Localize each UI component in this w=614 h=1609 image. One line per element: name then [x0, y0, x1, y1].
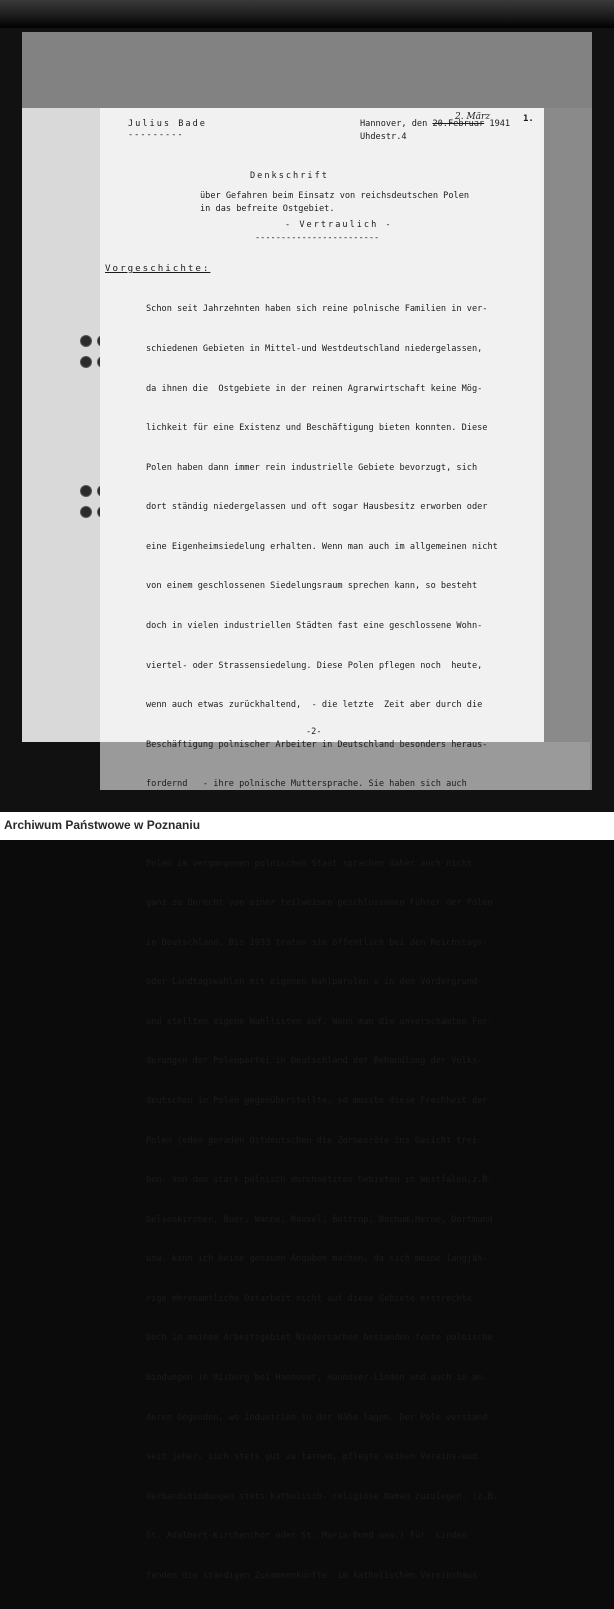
text-line: Verbandsbindungen stets katholisch- religiöse Namen zuzulegen. (z.B. [146, 1491, 498, 1502]
text-line: wenn auch etwas zurückhaltend, - die letzte Zeit aber durch die [146, 700, 483, 711]
text-line: dort ständig niedergelassen und oft sogar Hausbesitz erworben oder [146, 502, 488, 513]
text-line: derungen der Polenpartei in Deutschland der Behandlung der Volks- [146, 1056, 483, 1067]
text-line: fanden die ständigen Zusammenkünfte im katholischen Vereinshaus [146, 1570, 478, 1581]
text-line: Polen jeden geraden Ostdeutschen die Zornesröte ins Gesicht trei- [146, 1135, 483, 1146]
handwritten-date: 2. März [455, 112, 491, 122]
archive-label: Archiwum Państwowe w Poznaniu [4, 818, 201, 832]
section-heading: Vorgeschichte: [105, 263, 211, 274]
film-edge [0, 0, 614, 28]
text-line: da ihnen die Ostgebiete in der reinen Agrarwirtschaft keine Mög- [146, 383, 483, 394]
date-year: 1941 [489, 119, 511, 129]
text-line: viertel- oder Strassensiedelung. Diese Polen pflegen noch heute, [146, 660, 483, 671]
backing-edge [544, 108, 592, 790]
document-subtitle: in das befreite Ostgebiet. [200, 204, 335, 214]
text-line: doch in vielen industriellen Städten fast eine geschlossene Wohn- [146, 621, 483, 632]
text-line: fordernd - ihre polnische Muttersprache. Sie haben sich auch [146, 779, 467, 790]
text-line: rige ehrenamtliche Ostarbeit nicht auf diese Gebiete erstreckte. [146, 1293, 478, 1304]
text-line: von einem geschlossenen Siedelungsraum sprechen kann, so besteht [146, 581, 478, 592]
backing-sheet [22, 108, 101, 742]
confidential-underline: ------------------------ [255, 233, 380, 243]
page-number: -2- [306, 727, 322, 737]
text-line: eine Eigenheimsiedelung erhalten. Wenn man auch im allgemeinen nicht [146, 541, 498, 552]
date-place: Hannover, den [360, 119, 428, 129]
document-title: Denkschrift [250, 171, 329, 181]
text-line: Gelsenkirchen, Buer, Wanne, Rauxel, Bottrop, Bochum,Herne, Dortmund [146, 1214, 493, 1225]
text-line: schiedenen Gebieten in Mittel-und Westdeutschland niedergelassen, [146, 343, 483, 354]
text-line: Schon seit Jahrzehnten haben sich reine polnische Familien in ver- [146, 304, 488, 315]
text-line: oder Landtagswahlen mit eigenen Wahlparolen x in den Vordergrund [146, 977, 478, 988]
text-line: Beschäftigung polnischer Arbeiter in Deutschland besonders heraus- [146, 739, 488, 750]
text-line: deutschen in Polen gegenüberstellte, so musste diese Frechheit der [146, 1095, 488, 1106]
punch-hole [80, 485, 92, 497]
text-line: Polen im vergangenen polnischen Staat sprachen daher auch nicht [146, 858, 472, 869]
confidential-mark: - Vertraulich - [285, 220, 393, 230]
page-marker: 1. [523, 114, 534, 124]
sender-underline: --------- [128, 130, 184, 140]
text-line: ben. Von den stark polnisch durchsetzten Gebieten in Westfalen,z.B. [146, 1175, 493, 1186]
text-line: ganz zu Unrecht von einer teilweisen geschlossenen Führer der Polen [146, 898, 493, 909]
text-line: Polen haben dann immer rein industrielle Gebiete bevorzugt, sich [146, 462, 478, 473]
text-line: usw. kann ich keine genauen Angaben machen, da sich meine langjäh- [146, 1254, 488, 1265]
body-text [146, 277, 498, 1609]
punch-hole [80, 335, 92, 347]
document-subtitle: über Gefahren beim Einsatz von reichsdeutschen Polen [200, 191, 470, 201]
punch-hole [80, 506, 92, 518]
text-line: Doch in meinem Arbeitsgebiet Niedersachen bestanden feste polnische [146, 1333, 493, 1344]
text-line: und stellten eigene Wahllisten auf. Wenn man die unverschämten For- [146, 1016, 493, 1027]
text-line: lichkeit für eine Existenz und Beschäftigung bieten konnten. Diese [146, 423, 488, 434]
text-line: Bindungen in Misburg bei Hannover, Hannover-Linden und auch in an- [146, 1373, 488, 1384]
punch-hole [80, 356, 92, 368]
sender-name: Julius Bade [128, 119, 207, 129]
text-line: St. Adalbert-Kirchenchor oder St. Maria-Bund usw.) Für Linden [146, 1531, 467, 1542]
address: Uhdestr.4 [360, 132, 407, 143]
text-line: in Deutschland. Bis 1933 traten sie öffentlich bei den Reichstags- [146, 937, 488, 948]
text-line: seit jeher, sich stets gut zu tarnen, pflegte seinen Vereins-und [146, 1452, 478, 1463]
text-line: deren Gegenden, wo Industrien in der Nähe lagen. Der Pole verstand [146, 1412, 488, 1423]
date-struck: 20.Februar [432, 119, 485, 129]
